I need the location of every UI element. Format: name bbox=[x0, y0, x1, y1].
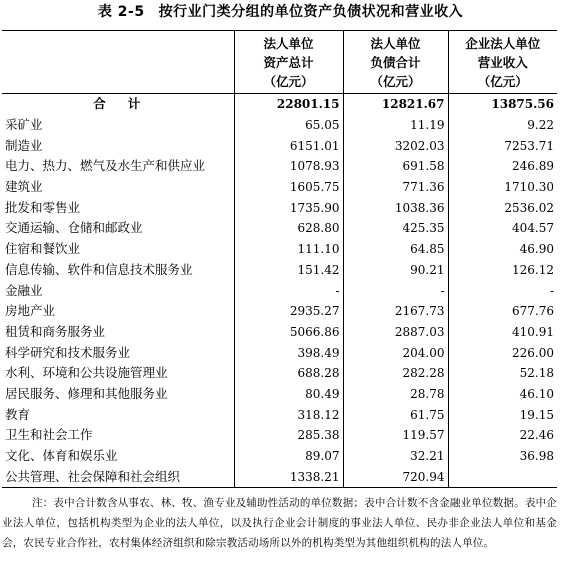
industry-cell: 科学研究和技术服务业 bbox=[5, 344, 131, 360]
industry-cell: 批发和零售业 bbox=[5, 199, 81, 215]
liabilities-cell: 771.36 bbox=[343, 177, 448, 198]
header-assets bbox=[234, 31, 343, 94]
revenue-cell: 52.18 bbox=[448, 363, 557, 384]
assets-cell: 6151.01 bbox=[234, 135, 343, 156]
industry-cell: 采矿业 bbox=[5, 117, 43, 133]
table-row bbox=[2, 404, 557, 425]
assets-cell: 151.42 bbox=[234, 260, 343, 281]
revenue-cell: 22.46 bbox=[448, 425, 557, 446]
table-title bbox=[0, 2, 561, 22]
total-row bbox=[2, 94, 557, 115]
assets-cell: - bbox=[234, 280, 343, 301]
liabilities-cell: 61.75 bbox=[343, 404, 448, 425]
assets-cell: 285.38 bbox=[234, 425, 343, 446]
liabilities-cell: 12821.67 bbox=[343, 94, 448, 115]
table-note: 注：表中合计数含从事农、林、牧、渔专业及辅助性活动的单位数据；表中合计数不含金融业单位数据。表中企业法人单位，包括机构类型为企业的法人单位，以及执行企业会计制度的事业法人单位、民办非企业法人单位和基金会，农民专业合作社，农村集体经济组织和除宗教活动场所以外的机构类型为其他组织机构的法人单位。 bbox=[2, 497, 557, 549]
table-row bbox=[2, 425, 557, 446]
industry-cell: 水利、环境和公共设施管理业 bbox=[5, 365, 168, 381]
table-row bbox=[2, 218, 557, 239]
liabilities-cell: 282.28 bbox=[343, 363, 448, 384]
liabilities-cell: 204.00 bbox=[343, 342, 448, 363]
assets-cell: 5066.86 bbox=[234, 322, 343, 343]
header-liabilities-line: 负债合计 bbox=[370, 54, 421, 70]
revenue-cell: 2536.02 bbox=[448, 197, 557, 218]
liabilities-cell: 3202.03 bbox=[343, 135, 448, 156]
revenue-cell: 404.57 bbox=[448, 218, 557, 239]
liabilities-cell: - bbox=[343, 280, 448, 301]
industry-cell: 金融业 bbox=[5, 282, 43, 298]
revenue-cell: 246.89 bbox=[448, 156, 557, 177]
revenue-cell: 410.91 bbox=[448, 322, 557, 343]
liabilities-cell: 28.78 bbox=[343, 384, 448, 405]
header-revenue bbox=[448, 31, 557, 94]
industry-cell: 房地产业 bbox=[5, 303, 56, 319]
assets-cell: 398.49 bbox=[234, 342, 343, 363]
revenue-cell: 46.90 bbox=[448, 239, 557, 260]
table-row bbox=[2, 446, 557, 467]
revenue-cell: - bbox=[448, 280, 557, 301]
liabilities-cell: 64.85 bbox=[343, 239, 448, 260]
liabilities-cell: 425.35 bbox=[343, 218, 448, 239]
industry-cell: 住宿和餐饮业 bbox=[5, 241, 81, 257]
table-row bbox=[2, 260, 557, 281]
table-row bbox=[2, 197, 557, 218]
header-revenue-line: （亿元） bbox=[477, 73, 528, 89]
liabilities-cell: 2167.73 bbox=[343, 301, 448, 322]
header-assets-line: 资产总计 bbox=[263, 54, 314, 70]
assets-cell: 2935.27 bbox=[234, 301, 343, 322]
assets-cell: 65.05 bbox=[234, 115, 343, 136]
assets-cell: 628.80 bbox=[234, 218, 343, 239]
liabilities-cell: 2887.03 bbox=[343, 322, 448, 343]
table-row bbox=[2, 156, 557, 177]
industry-cell: 制造业 bbox=[5, 137, 43, 153]
revenue-cell: 7253.71 bbox=[448, 135, 557, 156]
table-row bbox=[2, 301, 557, 322]
industry-cell: 合计 bbox=[93, 96, 163, 112]
revenue-cell: 36.98 bbox=[448, 446, 557, 467]
industry-cell: 租赁和商务服务业 bbox=[5, 323, 106, 339]
industry-cell: 文化、体育和娱乐业 bbox=[5, 448, 118, 464]
industry-cell: 建筑业 bbox=[5, 179, 43, 195]
industry-cell: 卫生和社会工作 bbox=[5, 427, 93, 443]
industry-cell: 居民服务、修理和其他服务业 bbox=[5, 385, 168, 401]
data-table bbox=[2, 30, 557, 488]
industry-cell: 交通运输、仓储和邮政业 bbox=[5, 220, 143, 236]
table-row bbox=[2, 384, 557, 405]
assets-cell: 80.49 bbox=[234, 384, 343, 405]
header-industry bbox=[2, 31, 234, 94]
header-revenue-line: 营业收入 bbox=[477, 54, 528, 70]
assets-cell: 1735.90 bbox=[234, 197, 343, 218]
table-row bbox=[2, 115, 557, 136]
assets-cell: 89.07 bbox=[234, 446, 343, 467]
industry-cell: 公共管理、社会保障和社会组织 bbox=[2, 466, 234, 487]
table-row bbox=[2, 322, 557, 343]
table-row bbox=[2, 135, 557, 156]
assets-cell: 1605.75 bbox=[234, 177, 343, 198]
table-row bbox=[2, 466, 557, 487]
liabilities-cell: 11.19 bbox=[343, 115, 448, 136]
industry-cell: 信息传输、软件和信息技术服务业 bbox=[5, 261, 193, 277]
revenue-cell: 677.76 bbox=[448, 301, 557, 322]
revenue-cell: 126.12 bbox=[448, 260, 557, 281]
liabilities-cell: 1038.36 bbox=[343, 197, 448, 218]
header-assets-line: 法人单位 bbox=[263, 35, 314, 51]
table-body bbox=[2, 94, 557, 488]
assets-cell: 1078.93 bbox=[234, 156, 343, 177]
table-title-text: 按行业门类分组的单位资产负债状况和营业收入 bbox=[158, 4, 464, 20]
revenue-cell: 46.10 bbox=[448, 384, 557, 405]
assets-cell: 318.12 bbox=[234, 404, 343, 425]
header-row bbox=[2, 31, 557, 94]
table-row bbox=[2, 342, 557, 363]
table-row bbox=[2, 177, 557, 198]
assets-cell: 22801.15 bbox=[234, 94, 343, 115]
revenue-cell: 1710.30 bbox=[448, 177, 557, 198]
liabilities-cell: 32.21 bbox=[343, 446, 448, 467]
liabilities-cell: 119.57 bbox=[343, 425, 448, 446]
revenue-cell: 19.15 bbox=[448, 404, 557, 425]
liabilities-cell: 691.58 bbox=[343, 156, 448, 177]
header-revenue-line: 企业法人单位 bbox=[465, 35, 541, 51]
table-row bbox=[2, 280, 557, 301]
revenue-cell: 226.00 bbox=[448, 342, 557, 363]
revenue-cell: 13875.56 bbox=[448, 94, 557, 115]
header-liabilities-line: （亿元） bbox=[370, 73, 421, 89]
header-assets-line: （亿元） bbox=[263, 73, 314, 89]
assets-cell: 111.10 bbox=[234, 239, 343, 260]
industry-cell: 教育 bbox=[5, 406, 31, 422]
table-number: 表 2-5 bbox=[97, 4, 145, 20]
liabilities-cell: 90.21 bbox=[343, 260, 448, 281]
assets-cell: 1338.21 bbox=[234, 466, 343, 487]
table-row bbox=[2, 239, 557, 260]
assets-cell: 688.28 bbox=[234, 363, 343, 384]
header-liabilities-line: 法人单位 bbox=[370, 35, 421, 51]
industry-cell: 电力、热力、燃气及水生产和供应业 bbox=[5, 158, 206, 174]
table-row bbox=[2, 363, 557, 384]
header-liabilities bbox=[343, 31, 448, 94]
revenue-cell: 9.22 bbox=[448, 115, 557, 136]
liabilities-cell: 720.94 bbox=[343, 466, 448, 487]
revenue-cell bbox=[448, 466, 557, 487]
